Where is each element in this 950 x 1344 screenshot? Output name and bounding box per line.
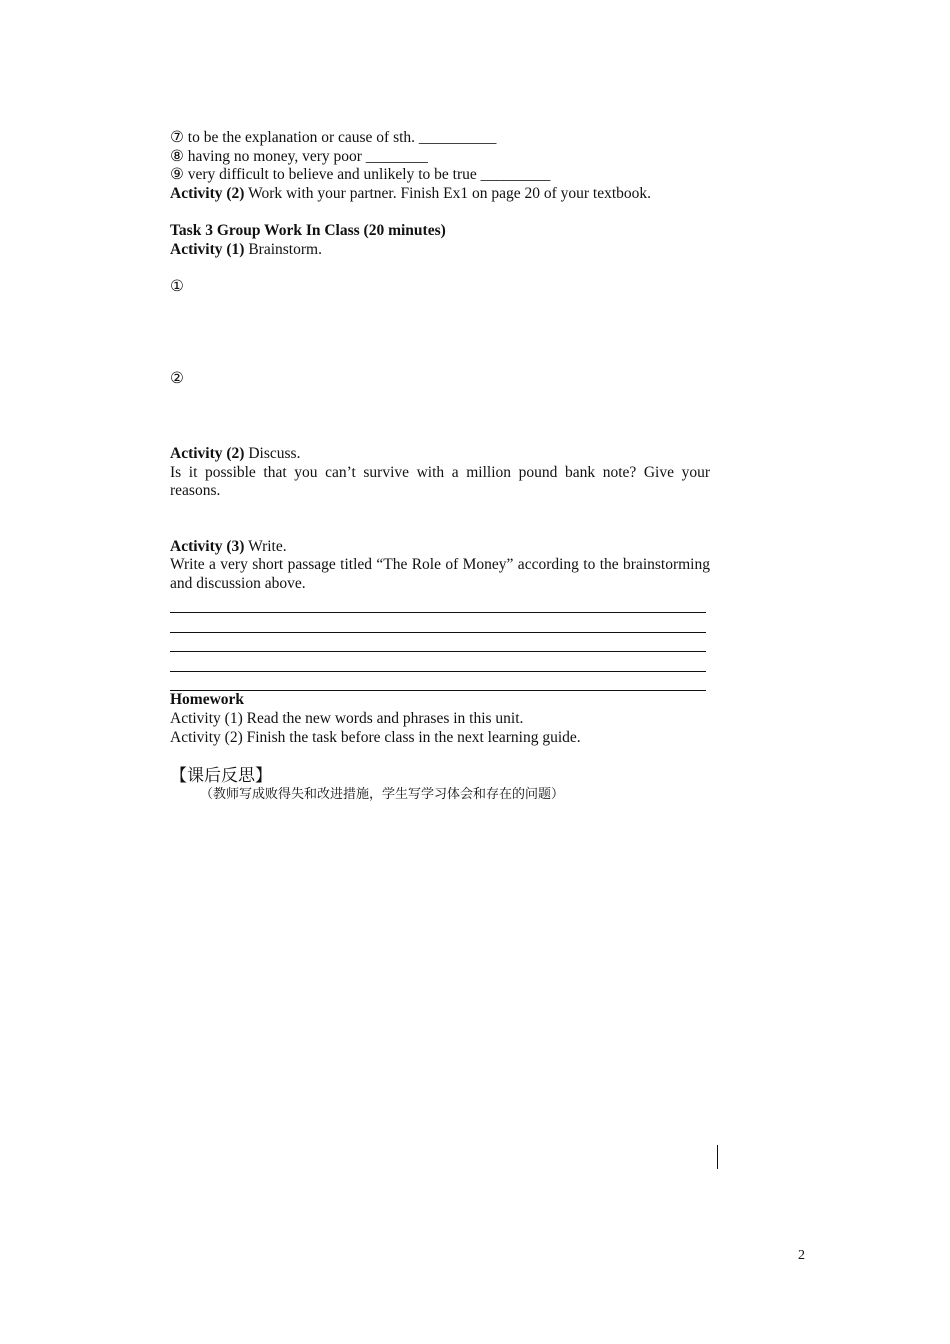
vocab-item-9: ⑨ very difficult to believe and unlikely to be true _________ [170,166,551,184]
homework-item-2: Activity (2) Finish the task before class in the next learning guide. [170,728,581,746]
writing-line [170,594,706,614]
vocab-item-7: ⑦ to be the explanation or cause of sth. __________ [170,129,497,146]
activity-label: Activity (2) [170,444,245,462]
vocab-item-8: ⑧ having no money, very poor ________ [170,147,428,165]
activity-text: Write. [244,537,287,555]
brainstorm-space-1 [170,296,710,370]
task2-activity2 [170,185,710,204]
activity-label: Activity (1) [170,240,245,258]
activity-text: Brainstorm. [244,240,322,258]
homework-item-1: Activity (1) Read the new words and phrases in this unit. [170,710,524,728]
writing-line [170,652,706,672]
brainstorm-space-2 [170,389,710,445]
task3-heading-text: Task 3 Group Work In Class (20 minutes) [170,221,446,239]
task3-activity3 [170,538,710,557]
page-content [170,129,710,802]
homework-heading-text: Homework [170,691,245,709]
homework-heading [170,691,710,710]
activity-label: Activity (3) [170,537,245,555]
activity-text: Work with your partner. Finish Ex1 on page 20 of your textbook. [244,184,652,202]
writing-line [170,672,706,692]
task3-heading [170,222,710,241]
reflection-note: （教师写成败得失和改进措施，学生写学习体会和存在的问题） [200,785,565,801]
brainstorm-circle-1: ① [170,277,184,295]
task3-activity1 [170,241,710,260]
activity-label: Activity (2) [170,184,245,202]
page-number: 2 [798,1248,805,1263]
writing-line [170,633,706,653]
reflection-title: 【课后反思】 [170,766,272,786]
brainstorm-circle-2: ② [170,370,184,388]
text-cursor [717,1145,718,1169]
write-instruction: Write a very short passage titled “The Role of Money” according to the brainstorming and discussion above. [170,556,710,592]
writing-line [170,613,706,633]
discuss-question: Is it possible that you can’t survive with a million pound bank note? Give your reasons. [170,463,710,500]
task3-activity2 [170,445,710,464]
activity-text: Discuss. [244,444,301,462]
